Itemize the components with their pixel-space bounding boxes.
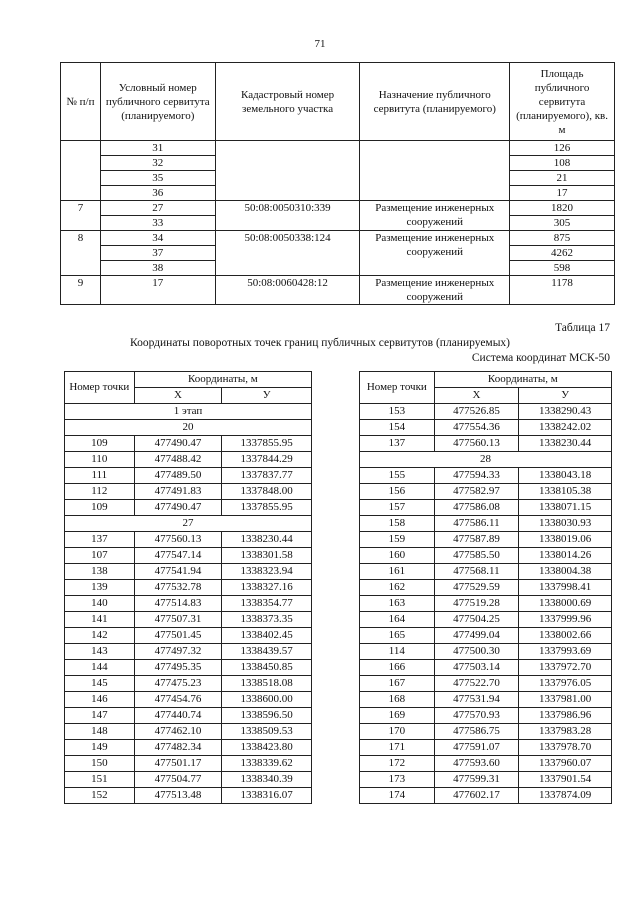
coord-y: 1338600.00 [222, 692, 312, 708]
point-number: 137 [360, 436, 435, 452]
coord-x: 477440.74 [134, 708, 222, 724]
table-row [65, 468, 312, 484]
row-number [61, 141, 101, 201]
header-cadastral: Кадастровый номер земельного участка [215, 63, 360, 141]
coord-x: 477591.07 [434, 740, 519, 756]
coord-x: 477554.36 [434, 420, 519, 436]
servitude-number: 32 [100, 156, 215, 171]
table-row [360, 772, 612, 788]
point-number: 111 [65, 468, 135, 484]
table-row [65, 516, 312, 532]
coord-x: 477500.30 [434, 644, 519, 660]
point-number: 142 [65, 628, 135, 644]
servitude-area: 17 [510, 186, 615, 201]
point-number: 153 [360, 404, 435, 420]
table-row [360, 532, 612, 548]
coord-x: 477594.33 [434, 468, 519, 484]
table-row [360, 420, 612, 436]
table-row [360, 628, 612, 644]
table-row [360, 436, 612, 452]
coord-y: 1338014.26 [519, 548, 612, 564]
coord-y: 1337978.70 [519, 740, 612, 756]
point-number: 168 [360, 692, 435, 708]
table-row [360, 564, 612, 580]
servitude-number: 31 [100, 141, 215, 156]
servitude-number: 17 [100, 276, 215, 305]
coord-y: 1338327.16 [222, 580, 312, 596]
coord-y: 1338043.18 [519, 468, 612, 484]
coord-y: 1338323.94 [222, 564, 312, 580]
table-row [360, 516, 612, 532]
coord-x: 477586.75 [434, 724, 519, 740]
header-point-number: Номер точки [360, 372, 435, 404]
point-number: 160 [360, 548, 435, 564]
coordinates-table-left [64, 371, 312, 804]
point-number: 173 [360, 772, 435, 788]
header-coordinates: Координаты, м [134, 372, 311, 388]
coord-y: 1338230.44 [222, 532, 312, 548]
cadastral-number: 50:08:0050310:339 [215, 201, 360, 231]
table-row [65, 644, 312, 660]
coord-x: 477529.59 [434, 580, 519, 596]
servitude-number: 33 [100, 216, 215, 231]
coord-x: 477454.76 [134, 692, 222, 708]
servitude-purpose: Размещение инженерных сооружений [360, 201, 510, 231]
coord-y: 1338596.50 [222, 708, 312, 724]
servitude-area: 4262 [510, 246, 615, 261]
header-y: У [519, 388, 612, 404]
table-row [65, 580, 312, 596]
table-row [65, 772, 312, 788]
point-number: 149 [65, 740, 135, 756]
coord-y: 1338004.38 [519, 564, 612, 580]
table-row [360, 612, 612, 628]
coord-y: 1337844.29 [222, 452, 312, 468]
coord-y: 1337960.07 [519, 756, 612, 772]
servitude-table [60, 62, 615, 305]
table-row [61, 141, 615, 156]
coord-x: 477587.89 [434, 532, 519, 548]
coord-y: 1337855.95 [222, 500, 312, 516]
coord-x: 477582.97 [434, 484, 519, 500]
table-row [360, 580, 612, 596]
coord-x: 477491.83 [134, 484, 222, 500]
table-row [360, 740, 612, 756]
coord-y: 1337999.96 [519, 612, 612, 628]
coord-x: 477499.04 [434, 628, 519, 644]
header-num: № п/п [61, 63, 101, 141]
table-row [360, 596, 612, 612]
coord-x: 477547.14 [134, 548, 222, 564]
table-row [65, 436, 312, 452]
header-point-number: Номер точки [65, 372, 135, 404]
coord-y: 1338373.35 [222, 612, 312, 628]
table-row [360, 708, 612, 724]
coord-x: 477504.77 [134, 772, 222, 788]
header-x: X [134, 388, 222, 404]
table-row [65, 404, 312, 420]
coord-y: 1338019.06 [519, 532, 612, 548]
table-row [360, 756, 612, 772]
table-title: Координаты поворотных точек границ публичных сервитутов (планируемых) [129, 337, 511, 349]
servitude-area: 108 [510, 156, 615, 171]
coord-x: 477501.17 [134, 756, 222, 772]
coord-y: 1337981.00 [519, 692, 612, 708]
coord-x: 477462.10 [134, 724, 222, 740]
coord-y: 1337855.95 [222, 436, 312, 452]
header-servitude-number: Условный номер публичного сервитута (планируемого) [100, 63, 215, 141]
table-row [61, 231, 615, 246]
table-row [360, 484, 612, 500]
coord-x: 477501.45 [134, 628, 222, 644]
coord-x: 477489.50 [134, 468, 222, 484]
table-row [360, 676, 612, 692]
coord-y: 1338000.69 [519, 596, 612, 612]
coord-x: 477503.14 [434, 660, 519, 676]
coord-y: 1337837.77 [222, 468, 312, 484]
coord-y: 1337998.41 [519, 580, 612, 596]
coord-x: 477593.60 [434, 756, 519, 772]
row-number: 7 [61, 201, 101, 231]
coord-x: 477586.11 [434, 516, 519, 532]
coord-y: 1338518.08 [222, 676, 312, 692]
point-number: 146 [65, 692, 135, 708]
coord-y: 1338316.07 [222, 788, 312, 804]
point-number: 159 [360, 532, 435, 548]
point-number: 164 [360, 612, 435, 628]
point-number: 141 [65, 612, 135, 628]
coord-y: 1338423.80 [222, 740, 312, 756]
servitude-area: 126 [510, 141, 615, 156]
table-row [360, 468, 612, 484]
servitude-area: 598 [510, 261, 615, 276]
table-row [65, 628, 312, 644]
point-number: 114 [360, 644, 435, 660]
coord-y: 1337993.69 [519, 644, 612, 660]
point-number: 167 [360, 676, 435, 692]
point-number: 158 [360, 516, 435, 532]
coord-y: 1338509.53 [222, 724, 312, 740]
table-row [61, 201, 615, 216]
point-number: 170 [360, 724, 435, 740]
section-heading: 1 этап [65, 404, 312, 420]
table-row [65, 596, 312, 612]
section-heading: 20 [65, 420, 312, 436]
servitude-area: 1178 [510, 276, 615, 305]
servitude-purpose: Размещение инженерных сооружений [360, 276, 510, 305]
point-number: 166 [360, 660, 435, 676]
table-row [360, 692, 612, 708]
coord-y: 1338230.44 [519, 436, 612, 452]
point-number: 143 [65, 644, 135, 660]
coord-x: 477522.70 [434, 676, 519, 692]
table-row [65, 532, 312, 548]
coord-x: 477490.47 [134, 500, 222, 516]
row-number: 8 [61, 231, 101, 276]
page-number: 71 [314, 38, 326, 50]
coord-y: 1338340.39 [222, 772, 312, 788]
servitude-purpose: Размещение инженерных сооружений [360, 231, 510, 276]
header-coordinates: Координаты, м [434, 372, 611, 388]
cadastral-number: 50:08:0050338:124 [215, 231, 360, 276]
point-number: 161 [360, 564, 435, 580]
coord-y: 1337983.28 [519, 724, 612, 740]
table-row [65, 660, 312, 676]
table-row [65, 564, 312, 580]
servitude-number: 37 [100, 246, 215, 261]
header-x: X [434, 388, 519, 404]
coord-x: 477514.83 [134, 596, 222, 612]
table-row [360, 660, 612, 676]
point-number: 154 [360, 420, 435, 436]
servitude-number: 35 [100, 171, 215, 186]
servitude-area: 21 [510, 171, 615, 186]
coord-x: 477531.94 [434, 692, 519, 708]
coord-y: 1338402.45 [222, 628, 312, 644]
coord-y: 1338071.15 [519, 500, 612, 516]
coord-y: 1337848.00 [222, 484, 312, 500]
section-heading: 27 [65, 516, 312, 532]
point-number: 140 [65, 596, 135, 612]
coord-x: 477507.31 [134, 612, 222, 628]
table-row [65, 756, 312, 772]
point-number: 144 [65, 660, 135, 676]
table-row [360, 548, 612, 564]
header-purpose: Назначение публичного сервитута (планируемого) [360, 63, 510, 141]
coord-x: 477504.25 [434, 612, 519, 628]
point-number: 109 [65, 500, 135, 516]
row-number: 9 [61, 276, 101, 305]
coord-x: 477570.93 [434, 708, 519, 724]
coord-y: 1337976.05 [519, 676, 612, 692]
table-row [65, 740, 312, 756]
table-row [65, 676, 312, 692]
coord-y: 1338439.57 [222, 644, 312, 660]
point-number: 152 [65, 788, 135, 804]
coord-y: 1338339.62 [222, 756, 312, 772]
section-heading: 28 [360, 452, 612, 468]
coord-x: 477488.42 [134, 452, 222, 468]
table-row [65, 548, 312, 564]
point-number: 137 [65, 532, 135, 548]
coord-y: 1338354.77 [222, 596, 312, 612]
point-number: 147 [65, 708, 135, 724]
point-number: 139 [65, 580, 135, 596]
coordinate-system: Система координат МСК-50 [471, 352, 610, 364]
servitude-number: 27 [100, 201, 215, 216]
servitude-purpose [360, 141, 510, 201]
point-number: 162 [360, 580, 435, 596]
coord-x: 477602.17 [434, 788, 519, 804]
coord-x: 477586.08 [434, 500, 519, 516]
table-row [65, 708, 312, 724]
table-row [360, 500, 612, 516]
table-row [65, 484, 312, 500]
coord-x: 477541.94 [134, 564, 222, 580]
coord-y: 1337901.54 [519, 772, 612, 788]
table-row [65, 692, 312, 708]
coord-y: 1337972.70 [519, 660, 612, 676]
servitude-area: 875 [510, 231, 615, 246]
coord-x: 477585.50 [434, 548, 519, 564]
point-number: 163 [360, 596, 435, 612]
coord-x: 477519.28 [434, 596, 519, 612]
table-row [360, 724, 612, 740]
coord-x: 477490.47 [134, 436, 222, 452]
point-number: 171 [360, 740, 435, 756]
coord-x: 477482.34 [134, 740, 222, 756]
point-number: 110 [65, 452, 135, 468]
point-number: 155 [360, 468, 435, 484]
coord-y: 1338290.43 [519, 404, 612, 420]
coord-x: 477599.31 [434, 772, 519, 788]
table-row [65, 500, 312, 516]
coord-x: 477475.23 [134, 676, 222, 692]
point-number: 145 [65, 676, 135, 692]
table-row [360, 404, 612, 420]
coord-x: 477513.48 [134, 788, 222, 804]
coord-x: 477495.35 [134, 660, 222, 676]
point-number: 165 [360, 628, 435, 644]
coord-y: 1337986.96 [519, 708, 612, 724]
table-row [65, 420, 312, 436]
point-number: 150 [65, 756, 135, 772]
point-number: 112 [65, 484, 135, 500]
servitude-number: 36 [100, 186, 215, 201]
coord-x: 477568.11 [434, 564, 519, 580]
point-number: 169 [360, 708, 435, 724]
table-row [65, 724, 312, 740]
coord-y: 1338450.85 [222, 660, 312, 676]
point-number: 156 [360, 484, 435, 500]
table-label: Таблица 17 [555, 322, 610, 334]
table-row [65, 788, 312, 804]
table-row [65, 612, 312, 628]
servitude-number: 38 [100, 261, 215, 276]
servitude-area: 1820 [510, 201, 615, 216]
coord-y: 1337874.09 [519, 788, 612, 804]
point-number: 172 [360, 756, 435, 772]
point-number: 157 [360, 500, 435, 516]
coord-y: 1338002.66 [519, 628, 612, 644]
point-number: 148 [65, 724, 135, 740]
point-number: 138 [65, 564, 135, 580]
point-number: 109 [65, 436, 135, 452]
point-number: 151 [65, 772, 135, 788]
coord-x: 477560.13 [434, 436, 519, 452]
coordinates-table-right [359, 371, 612, 804]
coord-y: 1338030.93 [519, 516, 612, 532]
coord-y: 1338105.38 [519, 484, 612, 500]
coord-x: 477497.32 [134, 644, 222, 660]
servitude-number: 34 [100, 231, 215, 246]
table-row [360, 788, 612, 804]
table-row [360, 644, 612, 660]
coord-x: 477526.85 [434, 404, 519, 420]
coord-x: 477532.78 [134, 580, 222, 596]
cadastral-number: 50:08:0060428:12 [215, 276, 360, 305]
header-area: Площадь публичного сервитута (планируемого), кв. м [510, 63, 615, 141]
coord-x: 477560.13 [134, 532, 222, 548]
coord-y: 1338301.58 [222, 548, 312, 564]
servitude-area: 305 [510, 216, 615, 231]
table-row [61, 276, 615, 305]
header-y: У [222, 388, 312, 404]
table-row [360, 452, 612, 468]
table-row [65, 452, 312, 468]
coord-y: 1338242.02 [519, 420, 612, 436]
point-number: 174 [360, 788, 435, 804]
point-number: 107 [65, 548, 135, 564]
cadastral-number [215, 141, 360, 201]
